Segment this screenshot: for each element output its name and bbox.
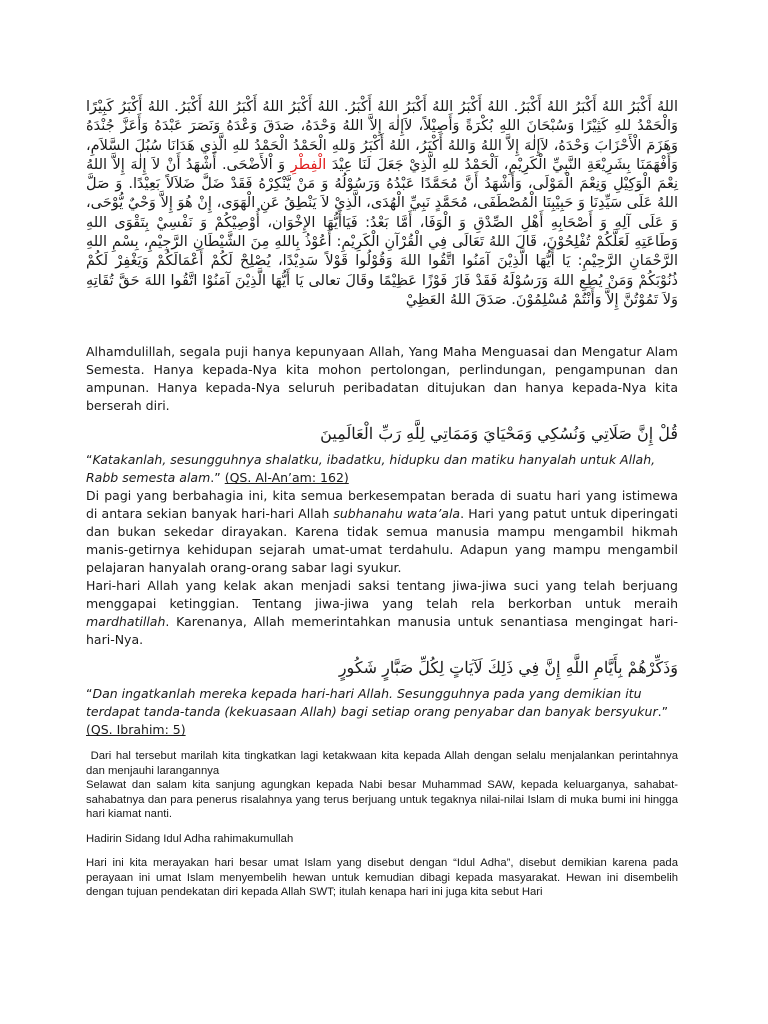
- quote-open: “: [86, 452, 93, 468]
- paragraph-idul-adha: Hari ini kita merayakan hari besar umat Islam yang disebut dengan “Idul Adha”, disebut demikian karena pada perayaan ini umat Islam menyembelih hewan untuk kemudian dibagi kepada masyarakat. Hewan ini disembelih dengan tujuan pendekatan diri kepada Allah SWT; itulah kenapa hari ini juga kita sebut Hari: [86, 857, 678, 899]
- italic-term: subhanahu wata’ala: [333, 506, 461, 522]
- reference-link[interactable]: (QS. Al-An’am: 162): [224, 470, 349, 486]
- translation-ibrahim: [86, 685, 678, 739]
- quote-italic-text: Dan ingatkanlah mereka kepada hari-hari Allah. Sesungguhnya pada yang demikian itu terdapat tanda-tanda (kekuasaan Allah) bagi setiap orang penyabar dan banyak bersyukur: [86, 686, 658, 720]
- arabic-text-after: وَ اْلأَضْحَى. أَشْهَدُ أَنْ لاَ إِلٰهَ إِلاَّ اللهُ نِعْمَ الْوَكِيْلِ وَنِعْمَ الْمَوْلَى، وَأَشْهَدُ أَنَّ مُحَمَّدًا عَبْدُهُ وَرَسُوْلُهُ وَ مَنْ يَّنْكِرْهُ فَقَدْ ضَلَّ ضَلاَلاً بَعِيْدًا. وَ صَلَّ اللهُ عَلَى سَيِّدِنَا وَ حَبِيْبِنَا الْمُصْطَفَى، مُحَمَّدٍ نَبِيِّ الْهُدَى، الَّذِيْ لاَ يَنْطِقُ عَنِ الْهَوَى، إِنْ هُوَ إِلاَّ وَحْيٌ يُّوْحَى، وَ عَلَى آلِهِ وَ أَصْحَابِهِ أَهْلِ الصِّدْقِ وَ الْوَفَا، أَمَّا بَعْدُ: فَيَاأَيُّهَا الإِخْوَان، أُوْصِيْكُمْ وَ نَفْسِيْ بِتَقْوَى اللهِ وَطَاعَتِهِ لَعَلَّكُمْ تُفْلِحُوْنَ، قَالَ اللهُ تَعَالَى فِي الْقُرْآنِ الْكَرِيْمِ: أَعُوْذُ بِاللهِ مِنَ الشَّيْطَانِ الرَّجِيْمِ، بِسْمِ اللهِ الرَّحْمَانِ الرَّحِيْمِ: يَا أَيُّهَا الَّذِيْنَ آمَنُوا اتَّقُوا اللهَ وَقُوْلُوا قَوْلاً سَدِيْدًا، يُصْلِحْ لَكُمْ أَعْمَالَكُمْ وَيَغْفِرْ لَكُمْ ذُنُوْبَكُمْ وَمَنْ يُطِعِ اللهَ وَرَسُوْلَهُ فَقَدْ فَازَ فَوْزًا عَظِيْمًا وقَالَ تعالى يَا أَيُّهَا الَّذِيْنَ آمَنُوْا اتَّقُوا اللهَ حَقَّ تُقَاتِهِ وَلاَ تَمُوْتُنَّ إِلاَّ وَأَنْتُمْ مُسْلِمُوْنَ. صَدَقَ اللهُ العَظِيْ: [86, 156, 678, 308]
- quote-open: “: [86, 686, 93, 702]
- quote-italic-text: Katakanlah, sesungguhnya shalatku, ibadatku, hidupku dan matiku hanyalah untuk Allah, Rabb semesta alam: [86, 452, 656, 486]
- document-page: [86, 98, 682, 900]
- paragraph-days-of-allah: [86, 577, 678, 649]
- arabic-highlight-fitr: الْفِطْرِ: [290, 156, 327, 173]
- italic-term: mardhatillah: [86, 614, 166, 630]
- paragraph-text: Di pagi yang berbahagia ini, kita semua berkesempatan berada di suatu hari yang istimewa di antara sekian banyak hari-hari Allah: [86, 488, 678, 522]
- paragraph-text: Hari-hari Allah yang kelak akan menjadi saksi tentang jiwa-jiwa suci yang telah berjuang menggapai ketinggian. Tentang jiwa-jiwa yang telah rela berkorban untuk meraih: [86, 578, 678, 612]
- paragraph-salawat: Selawat dan salam kita sanjung agungkan kepada Nabi besar Muhammad SAW, kepada keluarganya, sahabat-sahabatnya dan para penerus risalahnya yang terus berjuang untuk tegaknya nilai-nilai Islam di muka bumi ini hingga hari kiamat nanti.: [86, 779, 678, 821]
- quote-close: .”: [210, 470, 225, 486]
- quran-verse-ibrahim: وَذَكِّرْهُمْ بِأَيَّامِ اللَّهِ إِنَّ فِي ذَلِكَ لَآيَاتٍ لِكُلِّ صَبَّارٍ شَكُورٍ: [338, 658, 678, 678]
- paragraph-opening-praise: Alhamdulillah, segala puji hanya kepunyaan Allah, Yang Maha Menguasai dan Mengatur Alam Semesta. Hanya kepada-Nya kita mohon pertolongan, perlindungan, pengampunan dan ampunan. Hanya kepada-Nya seluruh peribadatan ditujukan dan hanya kepada-Nya kita berserah diri.: [86, 344, 678, 414]
- reference-link[interactable]: (QS. Ibrahim: 5): [86, 722, 186, 738]
- arabic-text-before: اللهُ أَكْبَرُ اللهُ أَكْبَرُ اللهُ أَكْبَرُ. اللهُ أَكْبَرُ اللهُ أَكْبَرُ اللهُ أَكْبَرُ. اللهُ أَكْبَرُ اللهُ أَكْبَرُ اللهُ أَكْبَرُ. اللهُ أَكْبَرُ كَبِيْرًا وَالْحَمْدُ للهِ كَثِيْرًا وَسُبْحَانَ اللهِ بُكْرَةً وَأَصِيْلاً، لاَإِلٰهَ إِلاَّ اللهُ وَحْدَهُ، صَدَقَ وَعْدَهُ وَنَصَرَ عَبْدَهُ وَأَعَزَّ جُنْدَهُ وَهَزَمَ الْأَحْزَابَ وَحْدَهُ، لاَإِلٰهَ إِلاَّ اللهُ وَاللهُ أَكْبَرُ، اللهُ أَكْبَرُ وَللهِ الْحَمْدُ الْحَمْدُ للهِ الَّذِي هَدَانَا سُبُلَ السَّلاَمِ، وَأَفْهَمَنَا بِشَرِيْعَةِ النَّبِيِّ الْكَرِيْمِ، اَلْحَمْدُ للهِ الَّذِيْ جَعَلَ لَنَا عِيْدَ: [86, 99, 678, 173]
- quote-close: .”: [657, 704, 669, 720]
- translation-al-anam: [86, 451, 678, 487]
- paragraph-special-day: [86, 487, 678, 577]
- arabic-khutbah-opening: [86, 98, 678, 310]
- paragraph-text: . Karenanya, Allah memerintahkan manusia untuk senantiasa mengingat hari-hari-Nya.: [86, 614, 678, 648]
- paragraph-text: . Hari yang patut untuk diperingati dan bukan sekedar dirayakan. Karena tidak semua manusia mampu mengambil hikmah manis-getirnya kehidupan sejarah umat-umat terdahulu. Adapun yang mampu mengambil pelajaran hanyalah orang-orang sabar lagi syukur.: [86, 506, 679, 576]
- paragraph-taqwa: Dari hal tersebut marilah kita tingkatkan lagi ketakwaan kita kepada Allah dengan selalu menjalankan perintahnya dan menjauhi larangannya: [86, 750, 682, 777]
- quran-verse-al-anam: قُلْ إِنَّ صَلَاتِي وَنُسُكِي وَمَحْيَايَ وَمَمَاتِي لِلَّهِ رَبِّ الْعَالَمِينَ: [320, 424, 678, 444]
- greeting-idul-adha: Hadirin Sidang Idul Adha rahimakumullah: [86, 832, 294, 845]
